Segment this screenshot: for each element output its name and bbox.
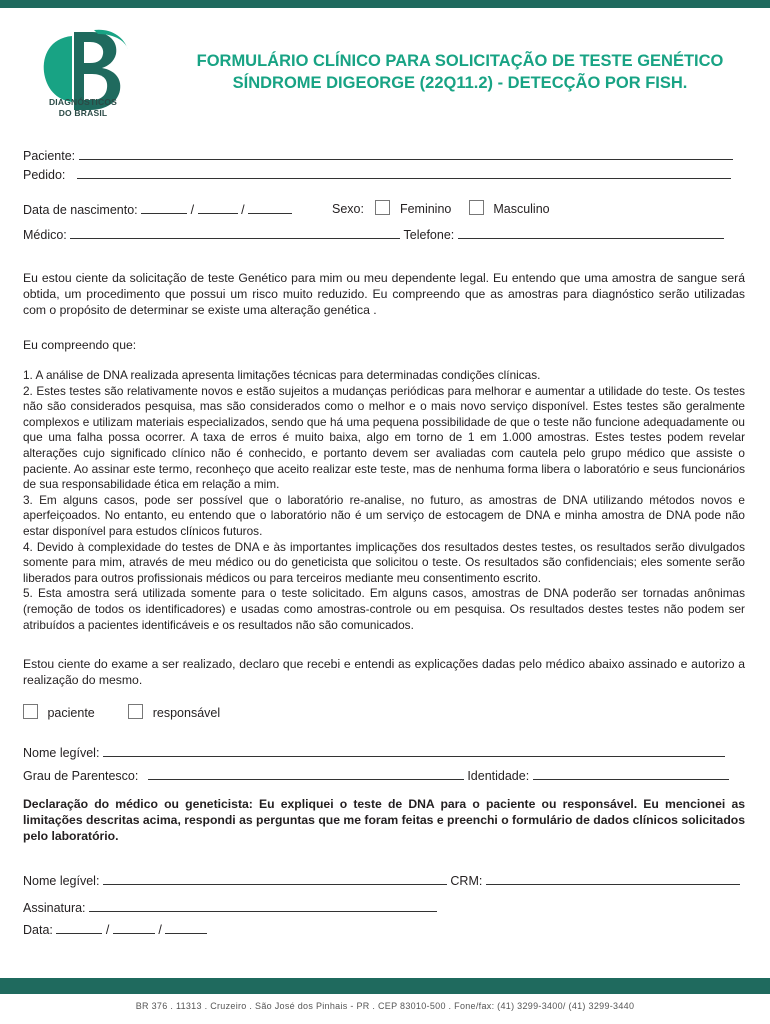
intro-paragraph (23, 270, 745, 318)
aware-paragraph (23, 656, 745, 688)
term-item-4: 4. Devido à complexidade do testes de DNA e às importantes implicações dos resultados destes testes, os resultados serão divulgados somente para mim, através de meu médico ou do geneticista que solicitou o teste. Os resultados são confidenciais; eles somente serão liberados para outros profissionais médicos ou para terceiros mediante meu consentimento escrito. (23, 539, 745, 585)
kinship-field[interactable] (148, 768, 464, 780)
crm-label: CRM: (450, 874, 483, 888)
doctor-declaration-label: Declaração do médico ou geneticista: (23, 797, 253, 811)
doctor-name-field[interactable] (103, 873, 447, 885)
signature-field[interactable] (89, 900, 437, 912)
birth-year-field[interactable] (248, 202, 292, 214)
doctor-label: Médico: (23, 228, 67, 242)
doctor-field[interactable] (70, 227, 400, 239)
intro-text: Eu estou ciente da solicitação de teste Genético para mim ou meu dependente legal. Eu entendo que uma amostra de sangue será obtida, um procedimento que possui um risco muito reduzido. Eu compreendo que as amostras para diagnóstico serão utilizadas com o propósito de determinar se existe uma alteração genética . (23, 271, 745, 317)
guardian-name-label: Nome legível: (23, 746, 100, 760)
date-row (23, 922, 207, 937)
order-label: Pedido: (23, 168, 66, 182)
date-day-field[interactable] (56, 922, 102, 934)
term-item-1: 1. A análise de DNA realizada apresenta limitações técnicas para determinadas condições clínicas. (23, 368, 541, 382)
term-item-2: 2. Estes testes são relativamente novos e estão sujeitos a mudanças periódicas para melhorar e aumentar a utilidade do teste. Os testes não são considerados pesquisa, mas são considerados como o melhor e o mais novo serviço disponível. Estes testes são geralmente complexos e utilizam materiais especializados, sendo que há uma pequena possibilidade de que o teste não funcione adequadamente ou que uma falha possa ocorrer. A taxa de erros é muito baixa, algo em torno de 1 em 1.000 amostras. Estes testes podem revelar alterações cujo significado clínico não é conhecido, e portanto devem ser avaliadas com cautela pelo grupo médico que assiste o paciente. Ao assinar este termo, reconheço que aceito realizar este teste, mas de nenhuma forma libera o laboratório e seus funcionários de sua responsabilidade ética em relação a mim. (23, 383, 745, 492)
sex-row (332, 200, 550, 216)
patient-name-row (23, 148, 733, 163)
patient-name-field[interactable] (79, 148, 733, 160)
doctor-declaration (23, 796, 745, 844)
page-title (160, 50, 760, 94)
id-label: Identidade: (467, 769, 530, 783)
top-bar (0, 0, 770, 8)
kinship-label: Grau de Parentesco: (23, 769, 139, 783)
title-line-1: FORMULÁRIO CLÍNICO PARA SOLICITAÇÃO DE TESTE GENÉTICO (196, 52, 724, 70)
guardian-checkbox[interactable] (128, 704, 143, 719)
order-field[interactable] (77, 167, 731, 179)
consent-row (23, 704, 220, 720)
guardian-name-field[interactable] (103, 745, 725, 757)
birth-date-row (23, 202, 292, 217)
understand-heading (23, 337, 745, 353)
date-separator: / (241, 203, 245, 217)
crm-field[interactable] (486, 873, 740, 885)
date-month-field[interactable] (113, 922, 155, 934)
birth-day-field[interactable] (141, 202, 187, 214)
patient-checkbox-label: paciente (47, 706, 95, 720)
patient-checkbox[interactable] (23, 704, 38, 719)
male-label: Masculino (493, 202, 550, 216)
terms-list (23, 368, 745, 633)
doctor-declaration-text: Eu expliquei o teste de DNA para o paciente ou responsável. Eu mencionei as limitações descritas acima, respondi as perguntas que me foram feitas e preenchi o formulário de dados clínicos solicitados pelo laboratório. (23, 797, 745, 843)
sex-label: Sexo: (332, 202, 364, 216)
order-row (23, 167, 731, 182)
date-year-field[interactable] (165, 922, 207, 934)
female-checkbox[interactable] (375, 200, 390, 215)
phone-label: Telefone: (403, 228, 455, 242)
date-separator: / (158, 923, 162, 937)
female-label: Feminino (399, 202, 452, 216)
patient-name-label: Paciente: (23, 149, 76, 163)
id-field[interactable] (533, 768, 729, 780)
footer-address: BR 376 . 11313 . Cruzeiro . São José dos Pinhais - PR . CEP 83010-500 . Fone/fax: (41) 3299-3400/ (41) 3299-3440 (135, 1001, 635, 1011)
logo-line-1: DIAGNÓSTICOS (48, 97, 118, 107)
signature-row (23, 900, 437, 915)
date-label: Data: (23, 923, 53, 937)
term-item-5: 5. Esta amostra será utilizada somente para o teste solicitado. Em alguns casos, amostras de DNA poderão ser tornadas anônimas (remoção de todos os identificadores) e usadas como amostras-controle ou em pesquisa. Os resultados destes testes não podem ser atribuídos a pacientes identificáveis e os resultados não são comunicados. (23, 586, 745, 632)
guardian-name-row (23, 745, 725, 760)
doctor-row (23, 227, 724, 242)
kinship-row (23, 768, 729, 783)
logo-text (30, 97, 136, 119)
term-item-3: 3. Em alguns casos, pode ser possível que o laboratório re-analise, no futuro, as amostras de DNA utilizando métodos novos e aperfeiçoados. No entanto, eu entendo que o laboratório não é um serviço de estocagem de DNA e minha amostra de DNA pode não estar disponível para estudos clínicos futuros. (23, 492, 745, 538)
aware-text: Estou ciente do exame a ser realizado, declaro que recebi e entendi as explicações dadas pelo médico abaixo assinado e autorizo a realização do mesmo. (23, 657, 745, 687)
logo-line-2: DO BRASIL (58, 108, 108, 118)
doctor-name-row (23, 873, 740, 888)
signature-label: Assinatura: (23, 901, 86, 915)
birth-month-field[interactable] (198, 202, 238, 214)
date-separator: / (105, 923, 110, 937)
bottom-bar (0, 978, 770, 994)
guardian-checkbox-label: responsável (152, 706, 221, 720)
title-line-2: SÍNDROME DIGEORGE (22Q11.2) - DETECÇÃO POR FISH. (232, 74, 688, 92)
birth-date-label: Data de nascimento: (23, 203, 138, 217)
male-checkbox[interactable] (469, 200, 484, 215)
doctor-name-label: Nome legível: (23, 874, 100, 888)
date-separator: / (190, 203, 195, 217)
phone-field[interactable] (458, 227, 724, 239)
understand-text: Eu compreendo que: (23, 338, 137, 352)
